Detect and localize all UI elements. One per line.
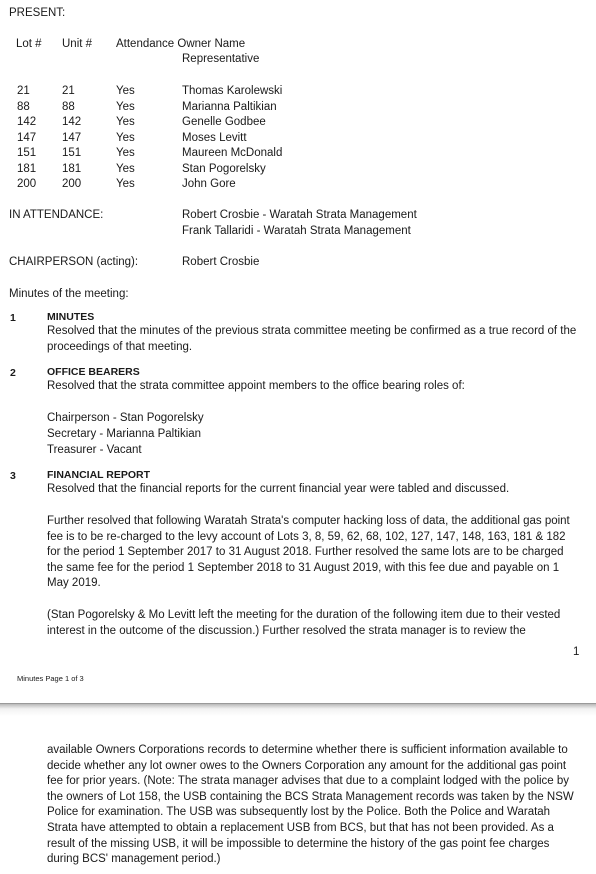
- cell-name: John Gore: [182, 178, 236, 190]
- office-role: Treasurer - Vacant: [47, 444, 142, 456]
- cell-name: Thomas Karolewski: [182, 85, 283, 97]
- minutes-intro: Minutes of the meeting:: [9, 288, 129, 300]
- item-text-continued: available Owners Corporations records to determine whether there is sufficient information available to decide whether any lot owner owes to the Owners Corporation any amount for the additional gas point fee for prior years. (Note: The strata manager advises that due to a complaint lodged with the police by the owners of Lot 158, the USB containing the BCS Strata Management records was taken by the NSW Police for examination. The USB was subsequently lost by the Police. Both the Police and Waratah Strata have attempted to obtain a replacement USB from BCS, but that has not been provided. As a result of the missing USB, it will be impossible to determine the history of the gas point fee charges during BCS' management period.): [47, 744, 574, 866]
- chairperson-name: Robert Crosbie: [182, 256, 260, 268]
- col-header-lot: Lot #: [16, 38, 42, 50]
- item-heading: MINUTES: [47, 311, 95, 323]
- cell-unit: 88: [62, 100, 75, 113]
- cell-attendance: Yes: [116, 147, 135, 159]
- item-number: 3: [10, 470, 16, 482]
- cell-unit: 151: [62, 147, 82, 159]
- cell-lot: 200: [17, 178, 37, 190]
- cell-attendance: Yes: [116, 85, 135, 97]
- item-text: Resolved that the financial reports for the current financial year were tabled and discussed.: [47, 483, 510, 495]
- item-heading: FINANCIAL REPORT: [47, 469, 151, 481]
- item-text: Resolved that the strata committee appoint members to the office bearing roles of:: [47, 380, 465, 392]
- chairperson-label: CHAIRPERSON (acting):: [9, 256, 139, 268]
- cell-unit: 181: [62, 162, 82, 175]
- col-header-attendance-owner: Attendance Owner Name: [116, 38, 246, 50]
- cell-lot: 181: [17, 162, 37, 175]
- in-attendance-label: IN ATTENDANCE:: [9, 209, 104, 221]
- present-label: PRESENT:: [9, 7, 66, 19]
- cell-name: Maureen McDonald: [182, 147, 283, 159]
- cell-attendance: Yes: [116, 100, 135, 113]
- col-header-unit: Unit #: [62, 38, 93, 50]
- item-text: Further resolved that following Waratah Strata's computer hacking loss of data, the additional gas point fee is to be re-charged to the levy account of Lots 3, 8, 59, 62, 68, 102, 127, 147, 148, 163, 181 & 182 for the period 1 September 2017 to 31 August 2018. Further resolved the same lots are to be charged the same fee for the period 1 September 2018 to 31 August 2019, with this fee due and payable on 1 May 2019.: [47, 515, 570, 590]
- office-role: Secretary - Marianna Paltikian: [47, 428, 202, 440]
- page-number: 1: [573, 646, 580, 658]
- cell-unit: 21: [62, 85, 75, 97]
- col-header-representative: Representative: [182, 53, 260, 65]
- page-footer: Minutes Page 1 of 3: [17, 674, 84, 683]
- cell-unit: 200: [62, 178, 82, 190]
- page-separator: [0, 703, 596, 716]
- in-attendance-person: Frank Tallaridi - Waratah Strata Management: [182, 225, 411, 237]
- item-number: 2: [10, 367, 16, 379]
- cell-attendance: Yes: [116, 162, 135, 175]
- cell-attendance: Yes: [116, 178, 135, 190]
- cell-name: Stan Pogorelsky: [182, 162, 266, 175]
- cell-lot: 21: [17, 85, 30, 97]
- item-text: Resolved that the minutes of the previous strata committee meeting be confirmed as a true record of the proceedings of that meeting.: [47, 325, 577, 353]
- cell-unit: 147: [62, 131, 82, 144]
- office-role: Chairperson - Stan Pogorelsky: [47, 412, 204, 424]
- cell-lot: 88: [17, 100, 30, 113]
- cell-lot: 147: [17, 131, 37, 144]
- cell-attendance: Yes: [116, 131, 135, 144]
- cell-unit: 142: [62, 116, 82, 128]
- cell-name: Marianna Paltikian: [182, 100, 277, 113]
- cell-lot: 151: [17, 147, 37, 159]
- cell-name: Genelle Godbee: [182, 116, 266, 128]
- item-heading: OFFICE BEARERS: [47, 366, 140, 378]
- item-number: 1: [10, 312, 16, 324]
- in-attendance-person: Robert Crosbie - Waratah Strata Management: [182, 209, 417, 221]
- cell-attendance: Yes: [116, 116, 135, 128]
- item-text: (Stan Pogorelsky & Mo Levitt left the meeting for the duration of the following item due to their vested interest in the outcome of the discussion.) Further resolved the strata manager is to review the: [47, 609, 561, 637]
- cell-name: Moses Levitt: [182, 131, 247, 144]
- cell-lot: 142: [17, 116, 37, 128]
